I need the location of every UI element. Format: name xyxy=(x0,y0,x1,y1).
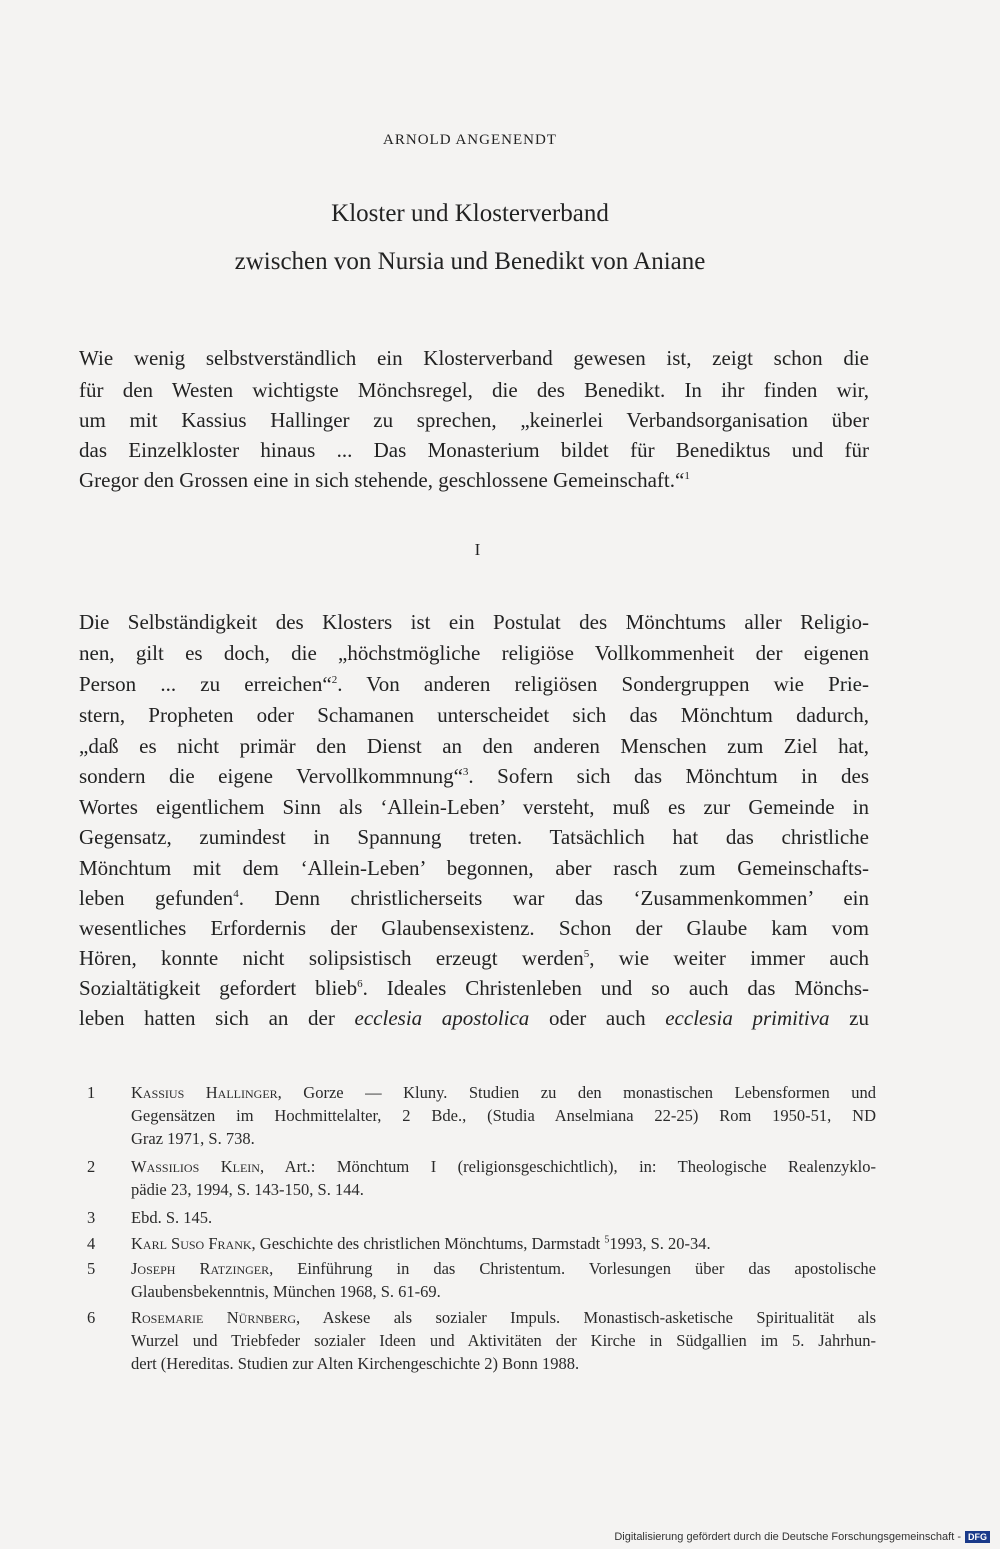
body-text: , wie weiter immer auch xyxy=(589,946,869,970)
footnote-text xyxy=(131,1081,876,1150)
footnote-text xyxy=(131,1232,876,1255)
intro-line-text: Gregor den Grossen eine in sich stehende, geschlossene Gemeinschaft.“ xyxy=(79,468,685,492)
body-line: „daß es nicht primär den Dienst an den anderen Menschen zum Ziel hat, xyxy=(79,734,869,758)
footnote-line: Wurzel und Triebfeder sozialer Ideen und Aktivitäten der Kirche in Südgallien im 5. Jahrhun- xyxy=(131,1331,876,1350)
footnote-author: Joseph Ratzinger xyxy=(131,1259,270,1278)
body-line: stern, Propheten oder Schamanen unterscheidet sich das Mönchtum dadurch, xyxy=(79,703,869,727)
footnote-line: Gegensätzen im Hochmittelalter, 2 Bde., (Studia Anselmiana 22-25) Rom 1950-51, ND xyxy=(131,1106,876,1125)
section-heading: I xyxy=(474,540,481,559)
footnote-ref: 1 xyxy=(684,470,690,482)
body-text: Sozialtätigkeit gefordert blieb xyxy=(79,976,358,1000)
intro-line xyxy=(79,465,869,495)
body-line: Die Selbständigkeit des Klosters ist ein Postulat des Mönchtums aller Religio- xyxy=(79,610,869,634)
footnote-author: Rosemarie Nürnberg xyxy=(131,1308,297,1327)
body-text: . Ideales Christenleben und so auch das Mönchs- xyxy=(362,976,869,1000)
footnote-number: 5 xyxy=(87,1259,96,1278)
footnote-number: 3 xyxy=(87,1208,96,1227)
body-text: . Von anderen religiösen Sondergruppen wie Prie- xyxy=(337,672,869,696)
body-line: Mönchtum mit dem ‘Allein-Leben’ begonnen, aber rasch zum Gemeinschafts- xyxy=(79,856,869,880)
footnote-line-text: , Einführung in das Christentum. Vorlesungen über das apostolische xyxy=(269,1259,876,1278)
body-text: Hören, konnte nicht solipsistisch erzeugt werden xyxy=(79,946,584,970)
body-text: zu xyxy=(829,1006,869,1030)
footnote-ref: 2 xyxy=(331,674,338,686)
footnote-author: Karl Suso Frank xyxy=(131,1234,252,1253)
footnote-line-text: 1993, S. 20-34. xyxy=(609,1234,711,1253)
body-line xyxy=(79,1003,869,1033)
footnote-line-text: , Geschichte des christlichen Mönchtums, Darmstadt xyxy=(251,1234,605,1253)
author-name: ARNOLD ANGENENDT xyxy=(383,132,557,148)
footnote-line: pädie 23, 1994, S. 143-150, S. 144. xyxy=(131,1180,364,1199)
footnote-ref: 3 xyxy=(462,766,469,778)
footnote-line xyxy=(131,1232,876,1255)
body-line xyxy=(79,761,869,791)
intro-line: das Einzelkloster hinaus ... Das Monasterium bildet für Benediktus und für xyxy=(79,438,869,462)
footnote-ref: 6 xyxy=(357,978,363,990)
footnote-line-text: , Art.: Mönchtum I (religionsgeschichtlich), in: Theologische Realenzyklo- xyxy=(259,1157,876,1176)
footnote-text xyxy=(131,1306,876,1375)
footnote-line-text: , Askese als sozialer Impuls. Monastisch-asketische Spiritualität als xyxy=(296,1308,876,1327)
footnote-number: 2 xyxy=(87,1157,96,1176)
footnote-text xyxy=(131,1155,876,1201)
footnote-line: dert (Hereditas. Studien zur Alten Kirchengeschichte 2) Bonn 1988. xyxy=(131,1354,580,1373)
footnote-ref: 5 xyxy=(583,948,590,960)
footnote-line: Glaubensbekenntnis, München 1968, S. 61-69. xyxy=(131,1282,441,1301)
footnote-line xyxy=(131,1155,876,1178)
footnote-number: 4 xyxy=(87,1234,96,1253)
footnote-line xyxy=(131,1257,876,1280)
footnote-line-text: , Gorze — Kluny. Studien zu den monastischen Lebensformen und xyxy=(277,1083,876,1102)
intro-line: um mit Kassius Hallinger zu sprechen, „keinerlei Verbandsorganisation über xyxy=(79,408,869,432)
footnote-line xyxy=(131,1306,876,1329)
intro-line: Wie wenig selbstverständlich ein Klosterverband gewesen ist, zeigt schon die xyxy=(79,346,869,370)
body-line: nen, gilt es doch, die „höchstmögliche religiöse Vollkommenheit der eigenen xyxy=(79,641,869,665)
body-line xyxy=(79,669,869,699)
body-text: . Denn christlicherseits war das ‘Zusammenkommen’ ein xyxy=(238,886,869,910)
footnote-text xyxy=(131,1206,876,1229)
body-text: . Sofern sich das Mönchtum in des xyxy=(468,764,870,788)
intro-line: für den Westen wichtigste Mönchsregel, die des Benedikt. In ihr finden wir, xyxy=(79,378,869,402)
footnote-line: Graz 1971, S. 738. xyxy=(131,1129,255,1148)
dfg-logo: DFG xyxy=(965,1531,990,1543)
body-line xyxy=(79,943,869,973)
title-line-1: Kloster und Klosterverband xyxy=(331,200,609,227)
body-text: sondern die eigene Vervollkommnung“ xyxy=(79,764,463,788)
body-line: Wortes eigentlichem Sinn als ‘Allein-Leben’ versteht, muß es zur Gemeinde in xyxy=(79,795,869,819)
footnote-number: 1 xyxy=(87,1083,96,1102)
body-text: Person ... zu erreichen“ xyxy=(79,672,332,696)
edition-number: 5 xyxy=(604,1234,610,1246)
body-text: oder auch xyxy=(529,1006,666,1030)
body-text: leben gefunden xyxy=(79,886,234,910)
footnote-ref: 4 xyxy=(233,888,239,900)
digitization-credit xyxy=(614,1531,990,1543)
title-line-2: zwischen von Nursia und Benedikt von Aniane xyxy=(234,248,706,275)
footnote-text xyxy=(131,1257,876,1303)
body-text: leben hatten sich an der xyxy=(79,1006,355,1030)
italic-term: ecclesia apostolica xyxy=(354,1006,530,1030)
body-line: wesentliches Erfordernis der Glaubensexistenz. Schon der Glaube kam vom xyxy=(79,916,869,940)
footnote-number: 6 xyxy=(87,1308,96,1327)
credit-text: Digitalisierung gefördert durch die Deutsche Forschungsgemeinschaft - xyxy=(614,1531,961,1543)
footnote-author: Wassilios Klein xyxy=(131,1157,260,1176)
body-line xyxy=(79,973,869,1003)
footnote-line: Ebd. S. 145. xyxy=(131,1208,213,1227)
footnote-author: Kassius Hallinger xyxy=(131,1083,278,1102)
italic-term: ecclesia primitiva xyxy=(665,1006,830,1030)
footnote-line xyxy=(131,1081,876,1104)
body-line xyxy=(79,883,869,913)
body-line: Gegensatz, zumindest in Spannung treten. Tatsächlich hat das christliche xyxy=(79,825,869,849)
